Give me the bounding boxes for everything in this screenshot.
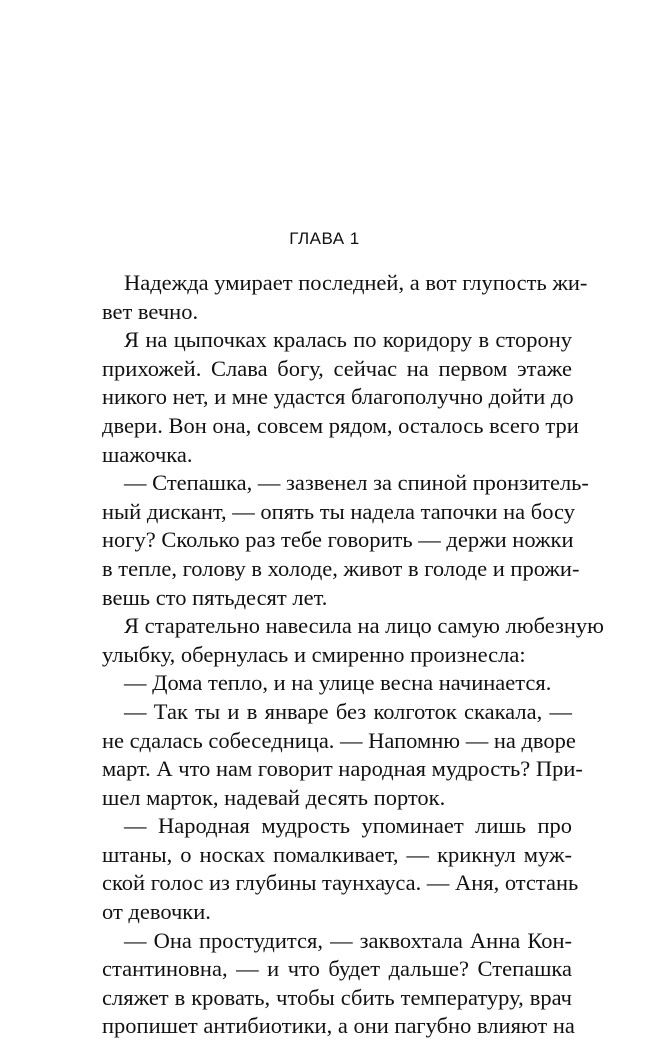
text-line: Я на цыпочках кралась по коридору в сторону bbox=[124, 327, 572, 353]
text-line: в тепле, голову в холоде, живот в голоде и прожи- bbox=[102, 555, 580, 581]
text-line: сляжет в кровать, чтобы сбить температуру, врач bbox=[102, 984, 572, 1010]
text-line: март. А что нам говорит народная мудрость? При- bbox=[102, 756, 583, 782]
text-line: не сдалась собеседница. — Напомню — на дворе bbox=[102, 727, 576, 753]
text-line: — Народная мудрость упоминает лишь про bbox=[124, 813, 572, 839]
text-line: Надежда умирает последней, а вот глупость жи- bbox=[124, 270, 588, 295]
text-line: шажочка. bbox=[102, 441, 193, 467]
text-line: — Дома тепло, и на улице весна начинается. bbox=[124, 670, 552, 696]
text-line: пропишет антибиотики, а они пагубно влияют на bbox=[102, 1013, 575, 1039]
text-line: стантиновна, — и что будет дальше? Степашка bbox=[102, 956, 572, 982]
text-line: улыбку, обернулась и смиренно произнесла: bbox=[102, 641, 526, 667]
text-line: вет вечно. bbox=[102, 298, 199, 324]
text-line: вешь сто пятьдесят лет. bbox=[102, 584, 328, 610]
text-line: шел марток, надевай десять порток. bbox=[102, 784, 446, 810]
text-line: прихожей. Слава богу, сейчас на первом этаже bbox=[102, 355, 572, 381]
text-line: ской голос из глубины таунхауса. — Аня, отстань bbox=[102, 870, 579, 896]
text-line: двери. Вон она, совсем рядом, осталось всего три bbox=[102, 412, 579, 438]
text-line: Я старательно навесила на лицо самую любезную bbox=[124, 613, 604, 639]
text-line: — Так ты и в январе без колготок скакала, — bbox=[124, 698, 572, 724]
text-line: никого нет, и мне удастся благополучно дойти до bbox=[102, 384, 574, 410]
chapter-title: ГЛАВА 1 bbox=[289, 229, 360, 248]
text-line: — Она простудится, — заквохтала Анна Кон- bbox=[124, 927, 572, 953]
text-line: ногу? Сколько раз тебе говорить — держи ножки bbox=[102, 527, 574, 553]
body-text bbox=[102, 269, 604, 1041]
text-line: — Степашка, — зазвенел за спиной пронзитель- bbox=[124, 470, 589, 496]
text-line: штаны, о носках помалкивает, — крикнул муж- bbox=[102, 841, 572, 867]
text-line: ный дискант, — опять ты надела тапочки на босу bbox=[102, 498, 575, 524]
text-line: от девочки. bbox=[102, 899, 211, 925]
